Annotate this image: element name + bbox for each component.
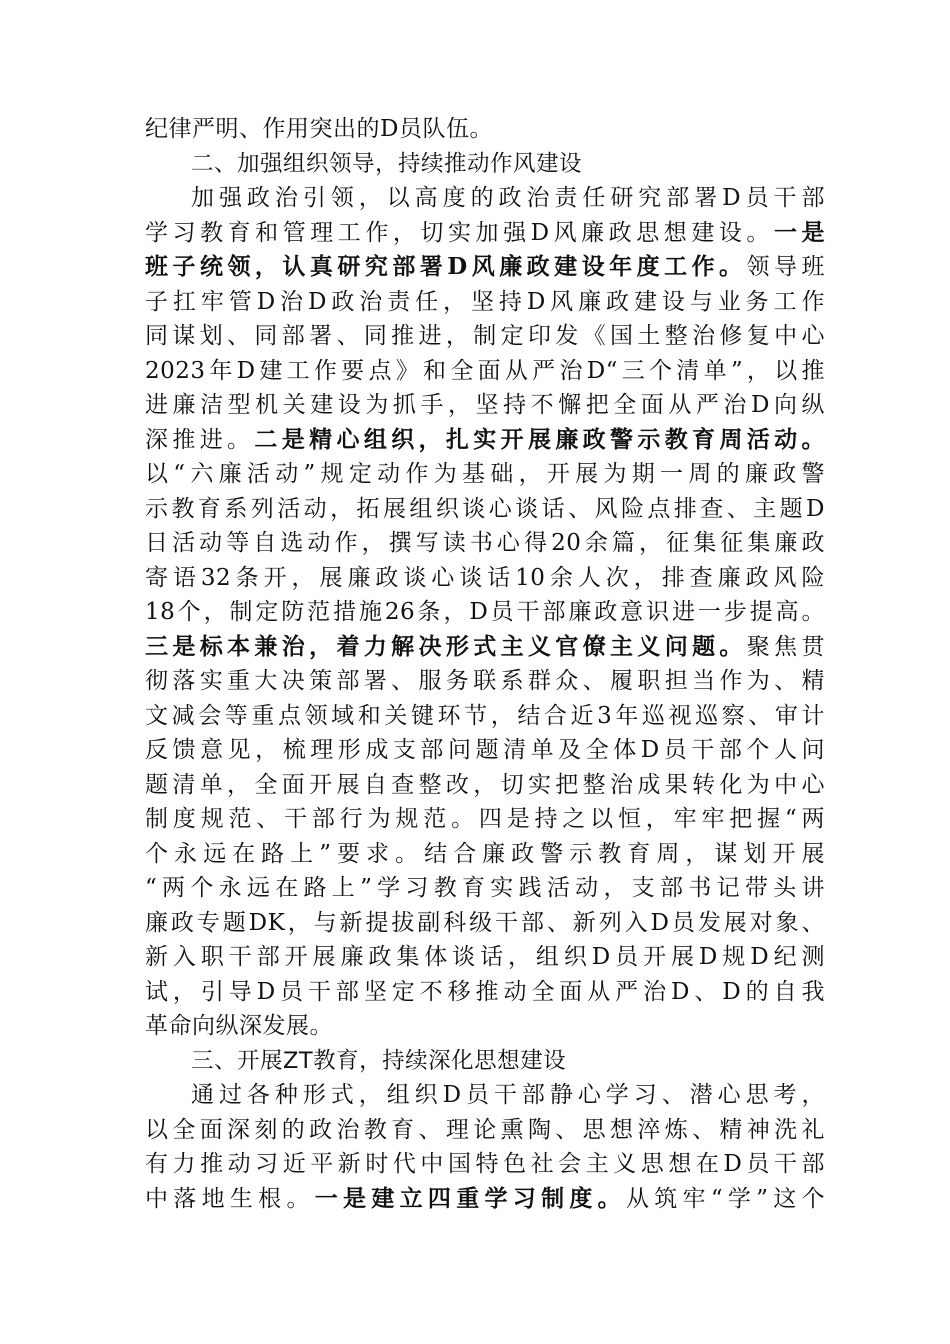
text-run: 有力推动习近平新时代中国特色社会主义思想在D员干部 xyxy=(145,1151,825,1177)
paragraph-line xyxy=(145,837,825,872)
paragraph-line xyxy=(145,802,825,837)
paragraph-line xyxy=(145,216,825,251)
paragraph-line xyxy=(145,595,825,630)
text-run: 聚焦贯 xyxy=(746,633,825,660)
paragraph-line xyxy=(145,526,825,561)
text-run: 题清单，全面开展自查整改，切实把整治成果转化为中心 xyxy=(145,771,825,798)
paragraph-line xyxy=(145,181,825,216)
text-run: 廉政专题DK，与新提拔副科级干部、新列入D员发展对象、 xyxy=(145,909,825,936)
paragraph-line xyxy=(145,1182,825,1217)
paragraph-line xyxy=(145,975,825,1010)
bold-text: 二是精心组织，扎实开展廉政警示教育周活动。 xyxy=(254,425,825,453)
text-run: 反馈意见，梳理形成支部问题清单及全体D员干部个人问 xyxy=(145,737,825,763)
text-run: 新入职干部开展廉政集体谈话，组织D员开展D规D纪测 xyxy=(145,944,825,970)
paragraph-line xyxy=(145,388,825,423)
text-run: 同谋划、同部署、同推进，制定印发《国土整治修复中心 xyxy=(145,323,825,349)
paragraph-line xyxy=(145,423,825,458)
text-run: 制度规范、干部行为规范。四是持之以恒，牢牢把握“两 xyxy=(145,806,825,832)
paragraph-line xyxy=(145,319,825,354)
text-run: 日活动等自选动作，撰写读书心得20余篇，征集征集廉政 xyxy=(145,530,825,556)
paragraph-line xyxy=(145,871,825,906)
bold-text: 班子统领，认真研究部署D风廉政建设年度工作。 xyxy=(145,253,747,280)
text-run: 进廉洁型机关建设为抓手，坚持不懈把全面从严治D向纵 xyxy=(145,392,825,418)
document-body xyxy=(145,112,825,1216)
bold-text: 一是建立四重学习制度。 xyxy=(314,1184,626,1212)
text-run: “两个永远在路上”学习教育实践活动，支部书记带头讲 xyxy=(145,875,825,901)
paragraph-line xyxy=(145,733,825,768)
paragraph-line xyxy=(145,664,825,699)
text-run: 个永远在路上”要求。结合廉政警示教育周，谋划开展 xyxy=(145,840,825,867)
paragraph-line xyxy=(145,492,825,527)
text-run: 18个，制定防范措施26条，D员干部廉政意识进一步提高。 xyxy=(145,599,825,625)
paragraph-line xyxy=(145,630,825,665)
section-heading xyxy=(145,1044,825,1079)
bold-text: 一是 xyxy=(773,218,825,246)
text-run: 寄语32条开，展廉政谈心谈话10余人次，排查廉政风险 xyxy=(145,564,825,591)
text-run: 彻落实重大决策部署、服务联系群众、履职担当作为、精 xyxy=(145,668,825,694)
paragraph-line xyxy=(145,1078,825,1113)
paragraph-line xyxy=(145,1113,825,1148)
text-run: 示教育系列活动，拓展组织谈心谈话、风险点排查、主题D xyxy=(145,495,825,522)
paragraph-line xyxy=(145,699,825,734)
paragraph-line xyxy=(145,768,825,803)
text-run: 学习教育和管理工作，切实加强D风廉政思想建设。 xyxy=(145,219,774,246)
text-run: 文减会等重点领域和关键环节，结合近3年巡视巡察、审计 xyxy=(145,702,825,729)
paragraph-line xyxy=(145,354,825,389)
text-run: 深推进。 xyxy=(145,426,255,453)
section-heading xyxy=(145,147,825,182)
bold-text: 三是标本兼治，着力解决形式主义官僚主义问题。 xyxy=(145,632,747,660)
paragraph-line xyxy=(145,940,825,975)
paragraph-line xyxy=(145,250,825,285)
paragraph-line xyxy=(145,906,825,941)
text-run: 通过各种形式，组织D员干部静心学习、潜心思考， xyxy=(191,1082,825,1108)
text-run: 以“六廉活动”规定动作为基础，开展为期一周的廉政警 xyxy=(145,461,825,487)
text-run: 加强政治引领，以高度的政治责任研究部署D员干部 xyxy=(191,185,825,211)
text-run: 以全面深刻的政治教育、理论熏陶、思想淬炼、精神洗礼 xyxy=(145,1116,825,1143)
paragraph-line xyxy=(145,285,825,320)
text-run: 中落地生根。 xyxy=(145,1185,315,1212)
text-run: 子扛牢管D治D政治责任，坚持D风廉政建设与业务工作 xyxy=(145,288,825,315)
paragraph-line xyxy=(145,1147,825,1182)
text-run: 领导班 xyxy=(746,254,825,280)
text-run: 革命向纵深发展。 xyxy=(145,1013,333,1039)
paragraph-line xyxy=(145,112,825,147)
paragraph-line xyxy=(145,457,825,492)
paragraph-line xyxy=(145,561,825,596)
paragraph-line xyxy=(145,1009,825,1044)
text-run: 2023年D建工作要点》和全面从严治D“三个清单”，以推 xyxy=(145,357,825,384)
text-run: 三、开展ZT教育，持续深化思想建设 xyxy=(191,1047,567,1074)
text-run: 试，引导D员干部坚定不移推动全面从严治D、D的自我 xyxy=(145,978,825,1005)
text-run: 纪律严明、作用突出的D员队伍。 xyxy=(145,116,493,142)
text-run: 从筑牢“学”这个 xyxy=(625,1185,825,1212)
text-run: 二、加强组织领导，持续推动作风建设 xyxy=(191,150,583,177)
